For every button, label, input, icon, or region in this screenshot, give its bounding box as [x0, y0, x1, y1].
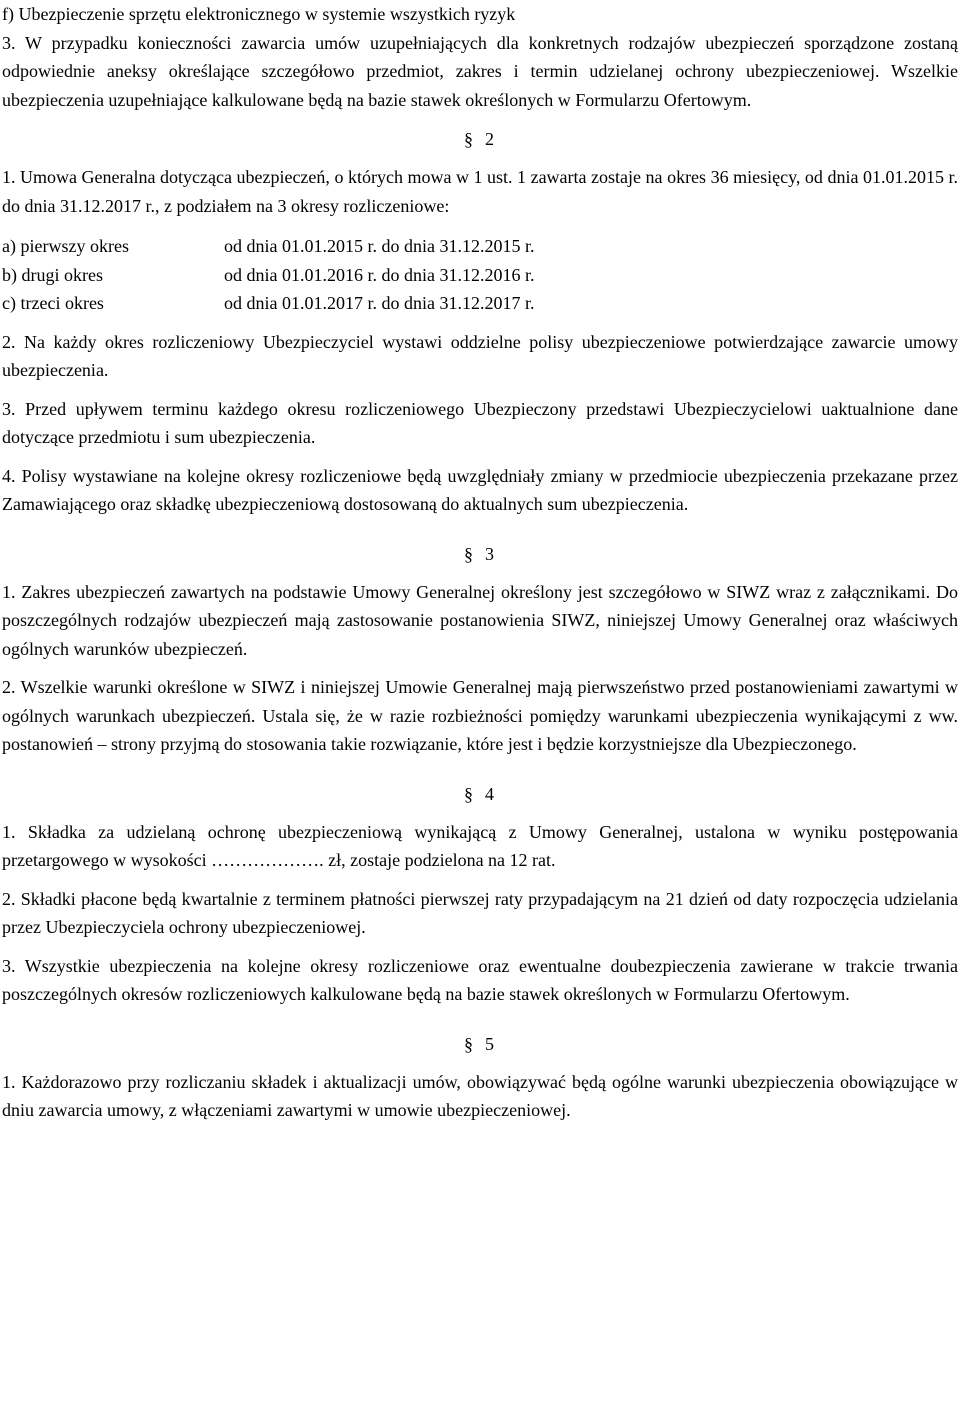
period-row-2: b) drugi okres od dnia 01.01.2016 r. do dnia 31.12.2016 r.: [2, 264, 535, 285]
paragraph-2-1-contract-period: 1. Umowa Generalna dotycząca ubezpieczeń, o których mowa w 1 ust. 1 zawarta zostaje na okres 36 miesięcy, od dnia 01.01.2015 r. do dnia 31.12.2017 r., z podziałem na 3 okresy rozliczeniowe:: [2, 167, 958, 216]
section-5-heading: § 5: [464, 1033, 494, 1054]
section-3-heading: § 3: [464, 543, 494, 564]
paragraph-3-1-scope: 1. Zakres ubezpieczeń zawartych na podstawie Umowy Generalnej określony jest szczegółowo w SIWZ wraz z załącznikami. Do poszczególnych rodzajów ubezpieczeń mają zastosowanie postanowienia SIWZ, niniejszej Umowy Generalnej oraz właściwych ogólnych warunków ubezpieczeń.: [2, 581, 958, 659]
section-4-heading: § 4: [464, 783, 494, 804]
section-sign-icon: §: [464, 783, 473, 804]
paragraph-3-2-precedence: 2. Wszelkie warunki określone w SIWZ i niniejszej Umowie Generalnej mają pierwszeństwo przed postanowieniami zawartymi w ogólnych warunkach ubezpieczeń. Ustala się, że w razie rozbieżności pomiędzy warunkami ubezpieczenia wynikającymi z ww. postanowień – strony przyjmą do stosowania takie rozwiązanie, które jest i będzie korzystniejsze dla Ubezpieczonego.: [2, 677, 958, 754]
paragraph-f-electronic-equipment: f) Ubezpieczenie sprzętu elektronicznego w systemie wszystkich ryzyk: [2, 4, 516, 24]
paragraph-3-supplementary-contracts: 3. W przypadku konieczności zawarcia umów uzupełniających dla konkretnych rodzajów ubezpieczeń sporządzone zostaną odpowiednie aneksy określające szczegółowo przedmiot, zakres i termin udzielanej ochrony ubezpieczeniowej. Wszelkie ubezpieczenia uzupełniające kalkulowane będą na bazie stawek określonych w Formularzu Ofertowym.: [2, 32, 958, 110]
period-row-1: a) pierwszy okres od dnia 01.01.2015 r. do dnia 31.12.2015 r.: [2, 236, 535, 256]
paragraph-2-4-policy-changes: 4. Polisy wystawiane na kolejne okresy rozliczeniowe będą uwzględniały zmiany w przedmiocie ubezpieczenia przekazane przez Zamawiającego oraz składkę ubezpieczeniową dostosowaną do aktualnych sum ubezpieczenia.: [2, 465, 958, 514]
paragraph-2-2-policies: 2. Na każdy okres rozliczeniowy Ubezpieczyciel wystawi oddzielne polisy ubezpieczeniowe potwierdzające zawarcie umowy ubezpieczenia.: [2, 331, 958, 380]
period-row-3: c) trzeci okres od dnia 01.01.2017 r. do dnia 31.12.2017 r.: [2, 293, 535, 313]
section-sign-icon: §: [464, 1033, 473, 1054]
settlement-periods-list: [2, 232, 958, 318]
paragraph-2-3-updated-data: 3. Przed upływem terminu każdego okresu rozliczeniowego Ubezpieczony przedstawi Ubezpieczycielowi uaktualnione dane dotyczące przedmiotu i sum ubezpieczenia.: [2, 398, 958, 447]
paragraph-5-1-general-conditions: 1. Każdorazowo przy rozliczaniu składek i aktualizacji umów, obowiązywać będą ogólne warunki ubezpieczenia obowiązujące w dniu zawarcia umowy, z włączeniami zawartymi w umowie ubezpieczeniowej.: [2, 1071, 958, 1120]
section-sign-icon: §: [464, 129, 473, 149]
section-2-heading: § 2: [464, 129, 494, 149]
section-sign-icon: §: [464, 543, 473, 564]
paragraph-4-3-additional-insurance: 3. Wszystkie ubezpieczenia na kolejne okresy rozliczeniowe oraz ewentualne doubezpieczenia zawierane w trakcie trwania poszczególnych okresów rozliczeniowych kalkulowane będą na bazie stawek określonych w Formularzu Ofertowym.: [2, 955, 958, 1004]
paragraph-4-2-quarterly-payments: 2. Składki płacone będą kwartalnie z terminem płatności pierwszej raty przypadającym na 21 dzień od daty rozpoczęcia udzielania przez Ubezpieczyciela ochrony ubezpieczeniowej.: [2, 888, 958, 937]
paragraph-4-1-premium: 1. Składka za udzielaną ochronę ubezpieczeniową wynikającą z Umowy Generalnej, ustalona w wyniku postępowania przetargowego w wysokości ………………. zł, zostaje podzielona na 12 rat.: [2, 821, 958, 870]
